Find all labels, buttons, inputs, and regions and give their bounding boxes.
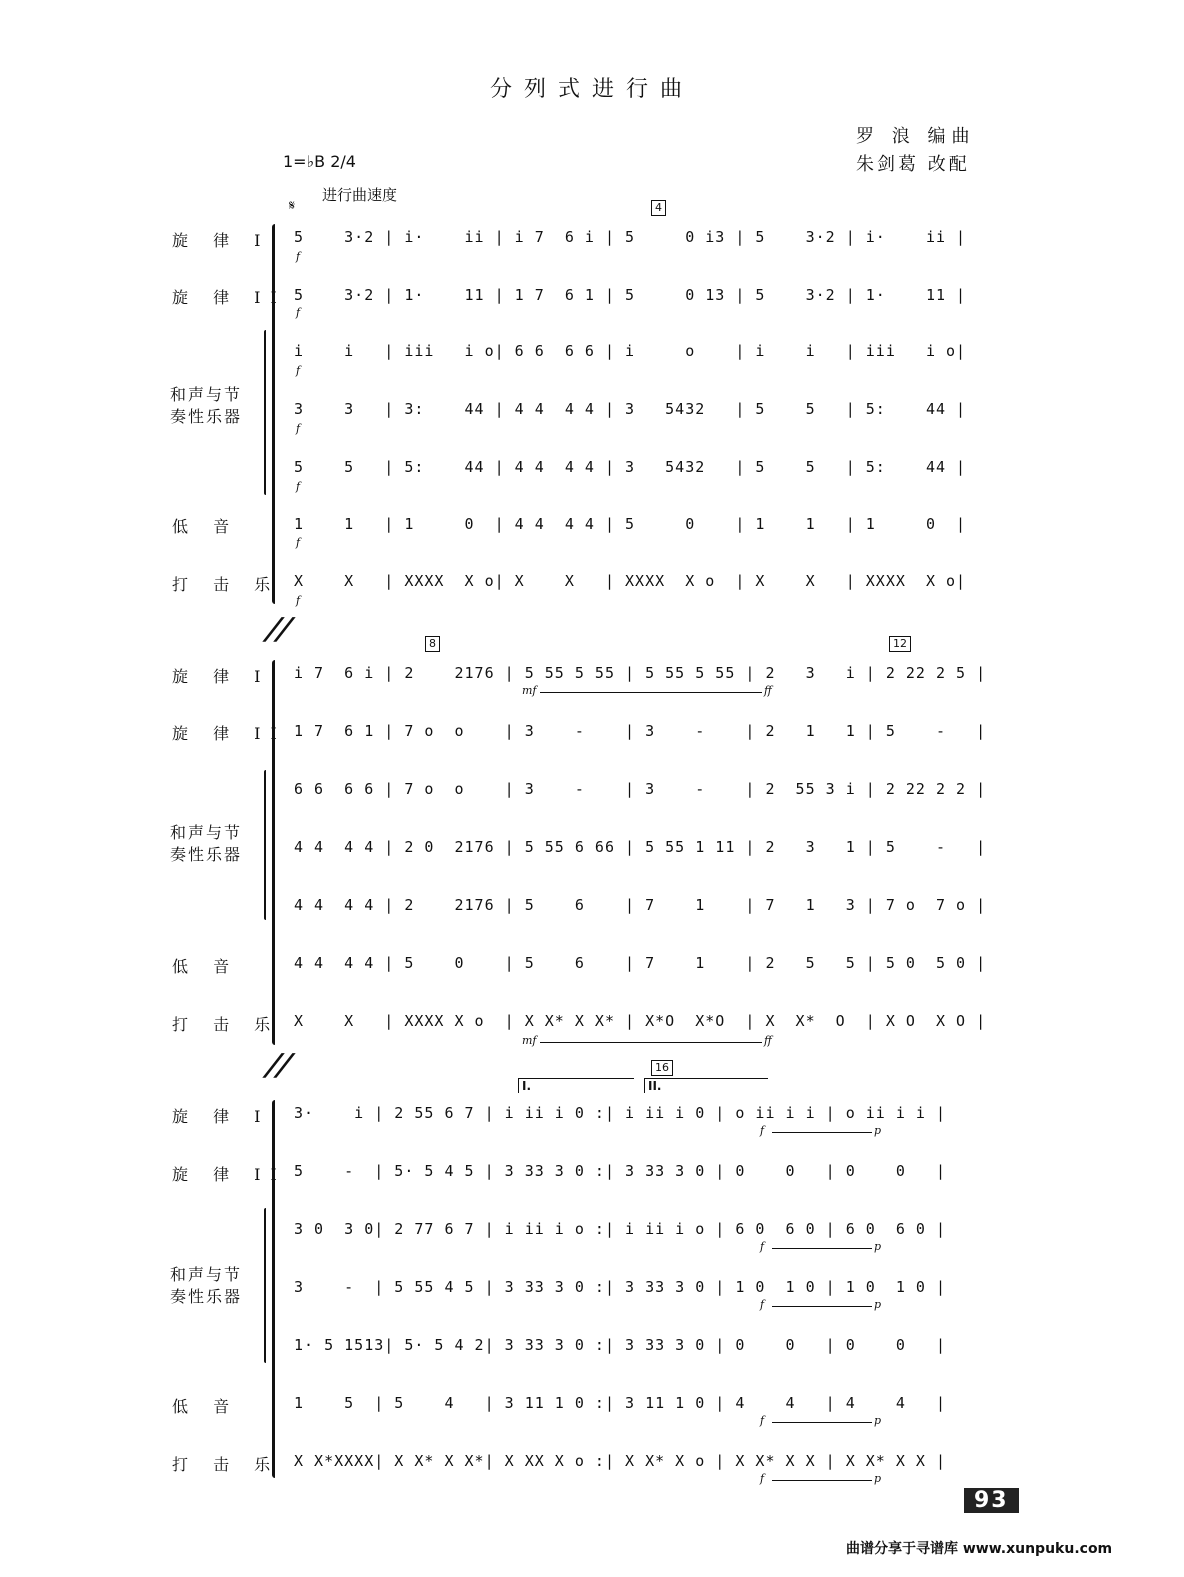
system-1-harmony-1-line: i i | iii i o| 6 6 6 6 | i o | i i | iii i o| <box>294 342 967 360</box>
part-label-melody-1: 旋 律 I <box>172 1107 271 1126</box>
part-label-melody-1: 旋 律 I <box>172 667 271 686</box>
page-number: 93 <box>964 1488 1019 1513</box>
dynamic-piano: p <box>874 1298 882 1311</box>
harmony-brace <box>264 1208 266 1363</box>
system-3-melody-2-line: 5 - | 5· 5 4 5 | 3 33 3 0 :| 3 33 3 0 | 0 0 | 0 0 | <box>294 1162 946 1180</box>
dynamic-forte: f <box>296 422 301 435</box>
part-label-melody-1: 旋 律 I <box>172 231 271 250</box>
part-label-harmony: 和声与节奏性乐器 <box>169 385 242 426</box>
system-1-harmony-3-line: 5 5 | 5: 44 | 4 4 4 4 | 3 5432 | 5 5 | 5: 44 | <box>294 458 967 476</box>
rehearsal-mark-4: 4 <box>651 200 666 216</box>
system-3-bass-line: 1 5 | 5 4 | 3 11 1 0 :| 3 11 1 0 | 4 4 | 4 4 | <box>294 1394 946 1412</box>
system-2-harmony-2-line: 4 4 4 4 | 2 0 2176 | 5 55 6 66 | 5 55 1 11 | 2 3 1 | 5 - | <box>294 838 987 856</box>
dynamic-forte: f <box>296 364 301 377</box>
crescendo-line <box>540 1042 762 1043</box>
system-3-percussion-line: X X*XXXX| X X* X X*| X XX X o :| X X* X o | X X* X X | X X* X X | <box>294 1452 946 1470</box>
system-3-melody-1-line: 3· i | 2 55 6 7 | i ii i 0 :| i ii i 0 | o ii i i | o ii i i | <box>294 1104 946 1122</box>
dynamic-fortissimo: ff <box>764 1034 772 1047</box>
crescendo-line <box>540 692 762 693</box>
dynamic-forte: f <box>296 480 301 493</box>
system-1-melody-1-line: 5 3·2 | i· ii | i 7 6 i | 5 0 i3 | 5 3·2 | i· ii | <box>294 228 967 246</box>
system-2-harmony-3-line: 4 4 4 4 | 2 2176 | 5 6 | 7 1 | 7 1 3 | 7 o 7 o | <box>294 896 987 914</box>
system-2-melody-2-line: 1 7 6 1 | 7 o o | 3 - | 3 - | 2 1 1 | 5 - | <box>294 722 987 740</box>
dynamic-piano: p <box>874 1414 882 1427</box>
system-bracket <box>272 224 275 604</box>
system-separator: // <box>259 612 299 647</box>
dynamic-forte: f <box>296 250 301 263</box>
score-title: 分列式进行曲 <box>489 77 694 102</box>
dynamic-piano: p <box>874 1472 882 1485</box>
part-label-harmony: 和声与节奏性乐器 <box>169 1265 242 1306</box>
system-bracket <box>272 660 275 1045</box>
dynamic-forte: f <box>760 1298 765 1311</box>
system-3-harmony-1-line: 3 0 3 0| 2 77 6 7 | i ii i o :| i ii i o | 6 0 6 0 | 6 0 6 0 | <box>294 1220 946 1238</box>
volta-second-ending: II. <box>644 1078 768 1093</box>
system-2-percussion-line: X X | XXXX X o | X X* X X* | X*O X*O | X X* O | X O X O | <box>294 1012 987 1030</box>
segno-sign: 𝄋 <box>289 198 296 214</box>
part-label-bass: 低 音 <box>172 517 240 536</box>
system-1-percussion-line: X X | XXXX X o| X X | XXXX X o | X X | XXXX X o| <box>294 572 967 590</box>
rehearsal-mark-8: 8 <box>425 636 440 652</box>
part-label-harmony: 和声与节奏性乐器 <box>169 823 242 864</box>
dynamic-fortissimo: ff <box>764 684 772 697</box>
system-3-harmony-2-line: 3 - | 5 55 4 5 | 3 33 3 0 :| 3 33 3 0 | 1 0 1 0 | 1 0 1 0 | <box>294 1278 946 1296</box>
system-2-bass-line: 4 4 4 4 | 5 0 | 5 6 | 7 1 | 2 5 5 | 5 0 5 0 | <box>294 954 987 972</box>
dynamic-piano: p <box>874 1240 882 1253</box>
dynamic-forte: f <box>296 306 301 319</box>
system-2-melody-1-line: i 7 6 i | 2 2176 | 5 55 5 55 | 5 55 5 55 | 2 3 i | 2 22 2 5 | <box>294 664 987 682</box>
system-3-harmony-3-line: 1· 5 1513| 5· 5 4 2| 3 33 3 0 :| 3 33 3 0 | 0 0 | 0 0 | <box>294 1336 946 1354</box>
adapter-credit: 朱剑葛 改配 <box>856 154 970 175</box>
dynamic-piano: p <box>874 1124 882 1137</box>
part-label-percussion: 打 击 乐 <box>172 575 281 594</box>
system-2-harmony-1-line: 6 6 6 6 | 7 o o | 3 - | 3 - | 2 55 3 i | 2 22 2 2 | <box>294 780 987 798</box>
harmony-brace <box>264 770 266 920</box>
dynamic-forte: f <box>760 1472 765 1485</box>
key-time-signature: 1=♭B 2/4 <box>283 152 356 171</box>
system-separator: // <box>259 1048 299 1083</box>
harmony-brace <box>264 330 266 495</box>
dynamic-mezzo-forte: mf <box>522 1034 537 1047</box>
part-label-melody-2: 旋 律 II <box>172 288 287 307</box>
diminuendo-line <box>772 1132 872 1133</box>
system-bracket <box>272 1100 275 1478</box>
dynamic-forte: f <box>760 1414 765 1427</box>
volta-first-ending: I. <box>518 1078 634 1093</box>
part-label-percussion: 打 击 乐 <box>172 1455 281 1474</box>
dynamic-mezzo-forte: mf <box>522 684 537 697</box>
dynamic-forte: f <box>296 536 301 549</box>
system-1-harmony-2-line: 3 3 | 3: 44 | 4 4 4 4 | 3 5432 | 5 5 | 5: 44 | <box>294 400 967 418</box>
rehearsal-mark-12: 12 <box>889 636 911 652</box>
system-1-bass-line: 1 1 | 1 0 | 4 4 4 4 | 5 0 | 1 1 | 1 0 | <box>294 515 967 533</box>
part-label-bass: 低 音 <box>172 1397 240 1416</box>
diminuendo-line <box>772 1306 872 1307</box>
dynamic-forte: f <box>760 1240 765 1253</box>
diminuendo-line <box>772 1480 872 1481</box>
diminuendo-line <box>772 1248 872 1249</box>
system-1-melody-2-line: 5 3·2 | 1· 11 | 1 7 6 1 | 5 0 13 | 5 3·2 | 1· 11 | <box>294 286 967 304</box>
dynamic-forte: f <box>760 1124 765 1137</box>
tempo-marking: 进行曲速度 <box>322 186 398 204</box>
part-label-melody-2: 旋 律 II <box>172 1165 287 1184</box>
diminuendo-line <box>772 1422 872 1423</box>
part-label-melody-2: 旋 律 II <box>172 724 287 743</box>
footer-credit: 曲谱分享于寻谱库 www.xunpuku.com <box>846 1541 1113 1557</box>
rehearsal-mark-16: 16 <box>651 1060 673 1076</box>
part-label-bass: 低 音 <box>172 957 240 976</box>
arranger-credit: 罗 浪 编曲 <box>856 126 976 147</box>
part-label-percussion: 打 击 乐 <box>172 1015 281 1034</box>
dynamic-forte: f <box>296 594 301 607</box>
